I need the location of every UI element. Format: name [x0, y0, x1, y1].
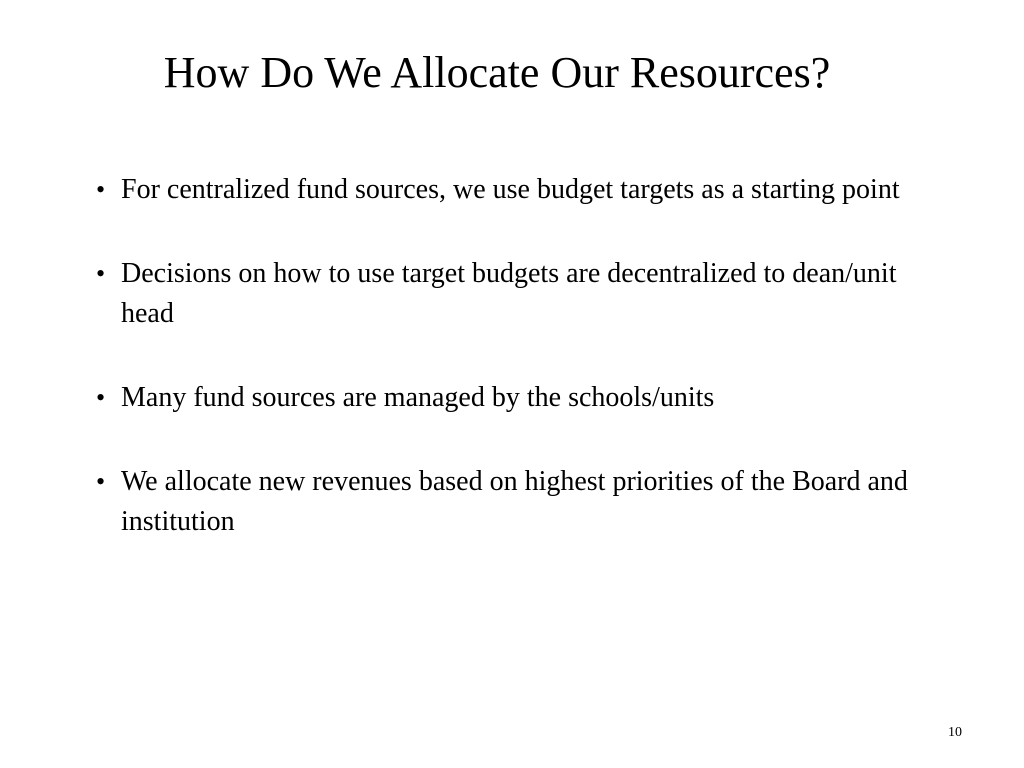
- bullet-text: We allocate new revenues based on highest priorities of the Board and institution: [121, 466, 908, 537]
- bullet-dot-icon: •: [96, 383, 106, 412]
- bullet-list: [96, 170, 916, 542]
- slide-page-number: 10: [948, 725, 962, 740]
- bullet-text: Decisions on how to use target budgets are decentralized to dean/unit head: [121, 258, 897, 329]
- bullet-item: [96, 462, 916, 542]
- bullet-text: For centralized fund sources, we use budget targets as a starting point: [121, 174, 900, 205]
- bullet-item: [96, 254, 916, 334]
- bullet-item: [96, 378, 916, 418]
- bullet-dot-icon: •: [96, 467, 106, 496]
- bullet-text: Many fund sources are managed by the schools/units: [121, 382, 715, 413]
- slide-title: How Do We Allocate Our Resources?: [163, 48, 831, 97]
- bullet-dot-icon: •: [96, 175, 106, 204]
- bullet-item: [96, 170, 916, 210]
- bullet-dot-icon: •: [96, 259, 106, 288]
